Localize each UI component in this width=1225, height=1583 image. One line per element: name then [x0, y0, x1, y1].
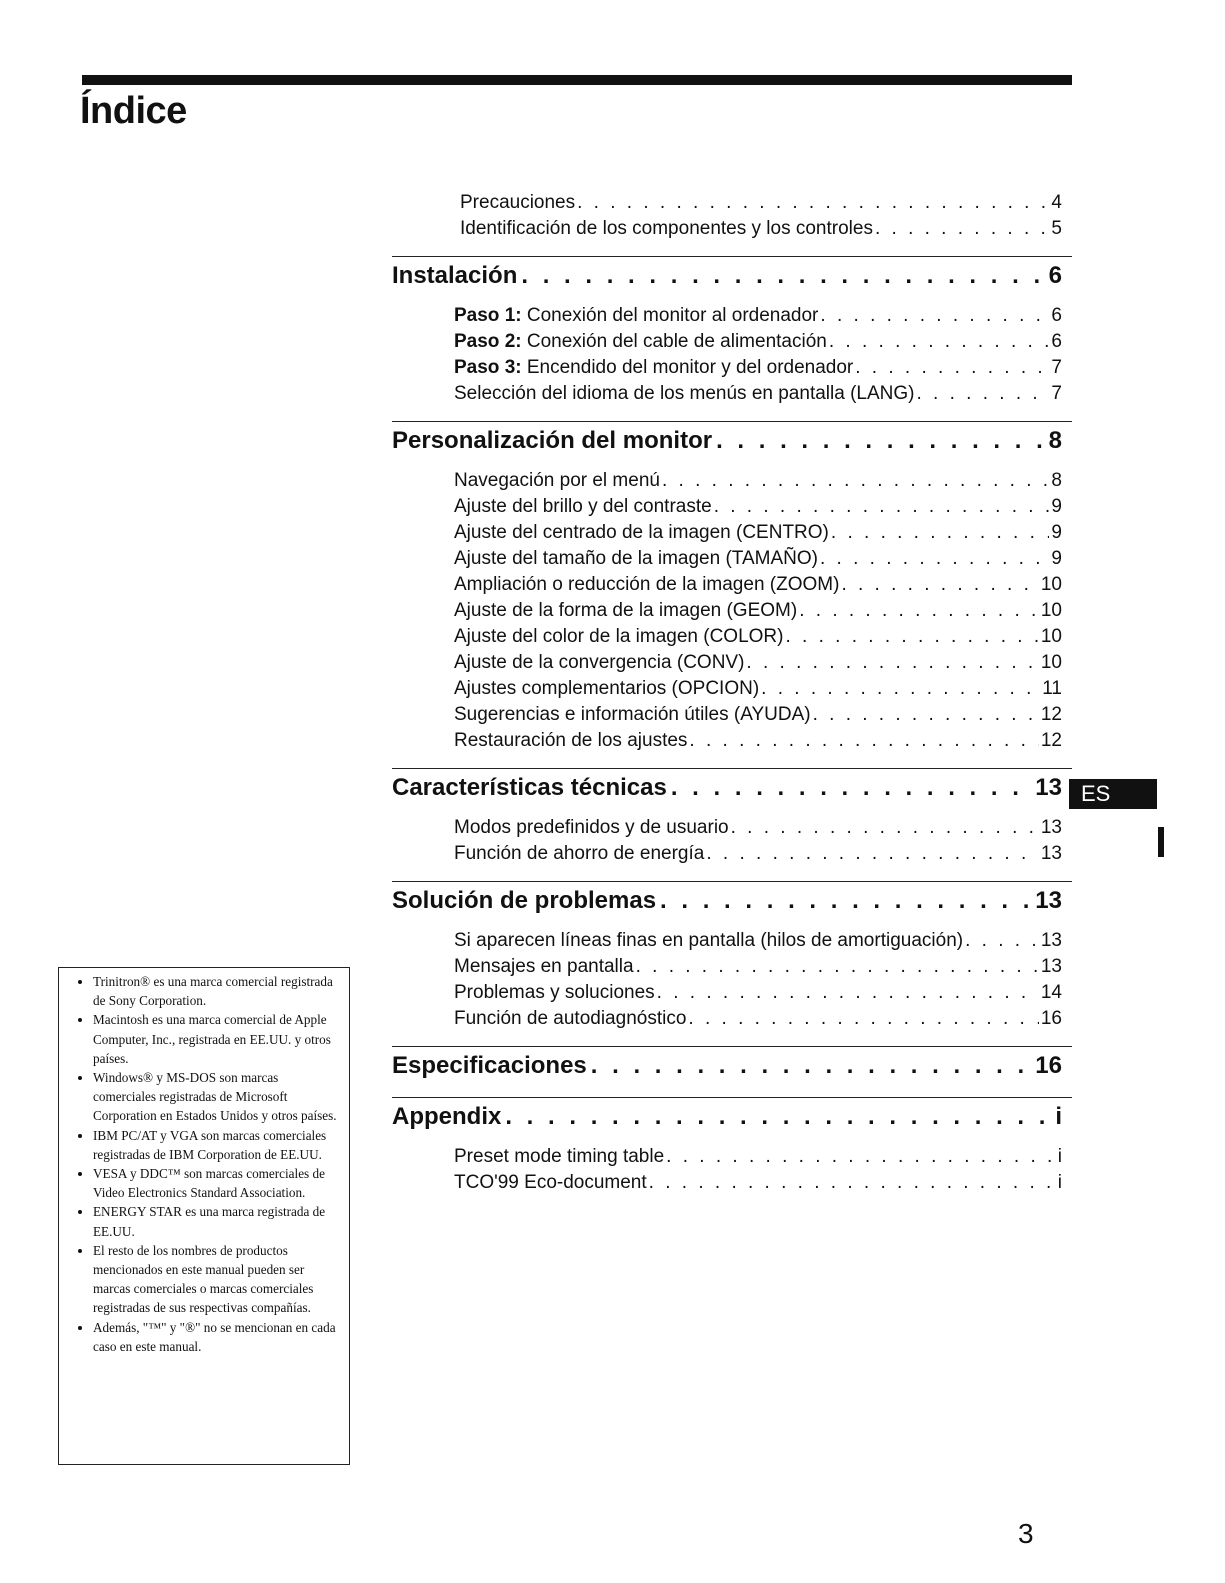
dot-leader [636, 954, 1039, 980]
toc-entry-text: Ajuste del centrado de la imagen (CENTRO) [454, 522, 829, 543]
toc-entry [454, 676, 1072, 702]
toc-entry-label [454, 1006, 686, 1032]
toc-entry-page: 10 [1040, 652, 1062, 673]
toc-entry-text: Conexión del monitor al ordenador [521, 305, 819, 326]
dot-leader [731, 815, 1039, 841]
toc-entry-text: Función de autodiagnóstico [454, 1008, 687, 1029]
toc-entry-label [454, 303, 818, 329]
dot-leader [714, 494, 1050, 520]
toc-entry-page: 10 [1040, 600, 1062, 621]
toc-entry-text: Encendido del monitor y del ordenador [521, 357, 854, 378]
table-of-contents [392, 190, 1072, 1196]
section-title: Características técnicas [392, 774, 667, 801]
toc-entry [454, 329, 1072, 355]
toc-entry-label [454, 381, 914, 407]
toc-entry-text: Ajuste del tamaño de la imagen (TAMAÑO) [454, 548, 818, 569]
page-title: Índice [80, 90, 187, 132]
toc-entry-label [454, 815, 729, 841]
section-page: 13 [1035, 774, 1062, 801]
toc-section-heading [392, 881, 1072, 918]
toc-entry-text: Preset mode timing table [454, 1146, 665, 1167]
section-page: 16 [1035, 1052, 1062, 1079]
toc-entry-label [454, 624, 783, 650]
toc-section-heading [392, 768, 1072, 805]
dot-leader [660, 884, 1031, 918]
toc-entry-page: 10 [1040, 574, 1062, 595]
dot-leader [666, 1144, 1056, 1170]
toc-entry-label [454, 1144, 664, 1170]
toc-entry-label [454, 841, 704, 867]
toc-entry-page: 4 [1051, 192, 1062, 213]
toc-entry [454, 1170, 1072, 1196]
toc-entry-page: 10 [1040, 626, 1062, 647]
toc-section [392, 421, 1072, 754]
trademark-note: • Macintosh es una marca comercial de Apple Computer, Inc., registrada en EE.UU. y otros países. [93, 1010, 341, 1068]
title-rule [82, 75, 1072, 85]
toc-entry-text: Precauciones [460, 192, 576, 213]
toc-section-items [392, 928, 1072, 1032]
toc-entry-label [454, 980, 655, 1006]
toc-entry-text: TCO'99 Eco-document [454, 1172, 647, 1193]
trademark-note: • Además, "™" y "®" no se mencionan en cada caso en este manual. [93, 1318, 341, 1356]
toc-entry-step: Paso 1: [454, 305, 522, 326]
dot-leader [521, 259, 1044, 293]
section-page: 13 [1035, 887, 1062, 914]
toc-entry-label [460, 190, 575, 216]
dot-leader [813, 702, 1039, 728]
toc-entry-label [454, 650, 744, 676]
dot-leader [820, 303, 1049, 329]
toc-entry [454, 598, 1072, 624]
language-tab: ES [1069, 779, 1157, 809]
dot-leader [706, 841, 1039, 867]
dot-leader [916, 381, 1049, 407]
toc-entry-label [454, 728, 687, 754]
toc-entry-label [454, 468, 660, 494]
dot-leader [671, 771, 1031, 805]
dot-leader [746, 650, 1038, 676]
dot-leader [785, 624, 1038, 650]
section-title: Personalización del monitor [392, 427, 713, 454]
toc-section [392, 1046, 1072, 1083]
toc-entry [454, 520, 1072, 546]
toc-entry-text: Restauración de los ajustes [454, 730, 688, 751]
dot-leader [965, 928, 1039, 954]
toc-entry [454, 1144, 1072, 1170]
toc-entry-step: Paso 2: [454, 331, 522, 352]
dot-leader [689, 728, 1038, 754]
toc-entry-page: 7 [1051, 357, 1062, 378]
section-page: 8 [1048, 427, 1062, 454]
toc-entry-page: 13 [1040, 956, 1062, 977]
toc-section-items [392, 303, 1072, 407]
dot-leader [657, 980, 1039, 1006]
toc-entry-page: 7 [1051, 383, 1062, 404]
toc-section-heading [392, 256, 1072, 293]
toc-entry-label [454, 329, 827, 355]
toc-section-heading [392, 421, 1072, 458]
toc-entry-label [454, 572, 839, 598]
toc-entry [460, 216, 1072, 242]
trademark-note: • ENERGY STAR es una marca registrada de EE.UU. [93, 1202, 341, 1240]
toc-entry-text: Identificación de los componentes y los controles [460, 218, 873, 239]
toc-entry [454, 954, 1072, 980]
dot-leader [577, 190, 1049, 216]
section-page: i [1055, 1103, 1062, 1130]
toc-entry [454, 381, 1072, 407]
dot-leader [799, 598, 1039, 624]
toc-entry [454, 815, 1072, 841]
dot-leader [841, 572, 1038, 598]
dot-leader [855, 355, 1049, 381]
toc-entry [454, 468, 1072, 494]
dot-leader [820, 546, 1049, 572]
toc-entry-page: 6 [1051, 331, 1062, 352]
toc-entry [454, 702, 1072, 728]
edge-mark [1158, 827, 1164, 857]
toc-entry-label [460, 216, 873, 242]
toc-entry [454, 355, 1072, 381]
toc-entry-page: 12 [1040, 704, 1062, 725]
toc-entry-page: i [1057, 1146, 1062, 1167]
trademark-list [71, 972, 341, 1356]
toc-entry-text: Modos predefinidos y de usuario [454, 817, 729, 838]
toc-entry-page: 14 [1040, 982, 1062, 1003]
toc-entry [454, 494, 1072, 520]
toc-section-heading [392, 1097, 1072, 1134]
toc-entry-label [454, 546, 818, 572]
toc-entry-text: Selección del idioma de los menús en pantalla (LANG) [454, 383, 915, 404]
toc-section [392, 768, 1072, 867]
toc-entry-text: Sugerencias e información útiles (AYUDA) [454, 704, 811, 725]
trademark-note: • Trinitron® es una marca comercial registrada de Sony Corporation. [93, 972, 341, 1010]
toc-entry-text: Función de ahorro de energía [454, 843, 705, 864]
dot-leader [831, 520, 1050, 546]
toc-entry-text: Si aparecen líneas finas en pantalla (hilos de amortiguación) [454, 930, 964, 951]
toc-entry-page: i [1057, 1172, 1062, 1193]
toc-entry-label [454, 494, 712, 520]
dot-leader [688, 1006, 1038, 1032]
trademark-note: • VESA y DDC™ son marcas comerciales de Video Electronics Standard Association. [93, 1164, 341, 1202]
toc-entry [454, 546, 1072, 572]
toc-entry [454, 728, 1072, 754]
toc-section-items [392, 1144, 1072, 1196]
toc-entry-page: 5 [1051, 218, 1062, 239]
toc-entry-label [454, 702, 811, 728]
toc-entry-page: 8 [1051, 470, 1062, 491]
toc-entry-label [454, 1170, 647, 1196]
toc-entry-label [454, 928, 963, 954]
section-title: Solución de problemas [392, 887, 657, 914]
toc-section [392, 1097, 1072, 1196]
toc-entry [454, 980, 1072, 1006]
toc-entry-label [454, 598, 797, 624]
dot-leader [591, 1049, 1032, 1083]
toc-entry [454, 1006, 1072, 1032]
toc-entry-page: 9 [1051, 548, 1062, 569]
section-title: Appendix [392, 1103, 502, 1130]
toc-intro-list [392, 190, 1072, 242]
toc-entry-label [454, 355, 853, 381]
toc-entry-text: Conexión del cable de alimentación [521, 331, 827, 352]
toc-entry-text: Navegación por el menú [454, 470, 660, 491]
toc-entry-text: Mensajes en pantalla [454, 956, 634, 977]
toc-sections [392, 256, 1072, 1196]
toc-entry [454, 572, 1072, 598]
dot-leader [662, 468, 1049, 494]
toc-section [392, 256, 1072, 407]
toc-entry [454, 650, 1072, 676]
toc-entry-text: Ajustes complementarios (OPCION) [454, 678, 760, 699]
section-title: Especificaciones [392, 1052, 587, 1079]
toc-entry-page: 9 [1051, 496, 1062, 517]
toc-entry [454, 303, 1072, 329]
dot-leader [875, 216, 1049, 242]
toc-section-items [392, 815, 1072, 867]
dot-leader [829, 329, 1050, 355]
toc-section-heading [392, 1046, 1072, 1083]
toc-entry [454, 928, 1072, 954]
toc-entry-label [454, 676, 759, 702]
section-title: Instalación [392, 262, 518, 289]
trademark-notes-box [58, 967, 350, 1465]
toc-entry-page: 16 [1040, 1008, 1062, 1029]
toc-section [392, 881, 1072, 1032]
dot-leader [716, 424, 1045, 458]
trademark-note: • Windows® y MS-DOS son marcas comerciales registradas de Microsoft Corporation en Estados Unidos y otros países. [93, 1068, 341, 1126]
toc-entry [460, 190, 1072, 216]
toc-entry-step: Paso 3: [454, 357, 522, 378]
toc-entry-text: Ajuste de la forma de la imagen (GEOM) [454, 600, 798, 621]
toc-entry-page: 13 [1040, 930, 1062, 951]
dot-leader [649, 1170, 1056, 1196]
toc-entry-text: Ajuste del color de la imagen (COLOR) [454, 626, 784, 647]
toc-entry-page: 9 [1051, 522, 1062, 543]
toc-entry-page: 11 [1042, 678, 1062, 699]
trademark-note: • El resto de los nombres de productos mencionados en este manual pueden ser marcas comerciales o marcas comerciales registradas de sus respectivas compañías. [93, 1241, 341, 1318]
toc-section-items [392, 468, 1072, 754]
toc-entry-label [454, 954, 634, 980]
toc-entry-text: Problemas y soluciones [454, 982, 655, 1003]
trademark-note: • IBM PC/AT y VGA son marcas comerciales registradas de IBM Corporation de EE.UU. [93, 1126, 341, 1164]
dot-leader [761, 676, 1040, 702]
toc-entry [454, 624, 1072, 650]
page-number: 3 [1018, 1518, 1034, 1549]
toc-entry-page: 13 [1040, 817, 1062, 838]
toc-entry-text: Ajuste de la convergencia (CONV) [454, 652, 745, 673]
section-page: 6 [1048, 262, 1062, 289]
dot-leader [505, 1100, 1051, 1134]
toc-entry [454, 841, 1072, 867]
toc-entry-page: 13 [1040, 843, 1062, 864]
toc-entry-page: 6 [1051, 305, 1062, 326]
toc-entry-page: 12 [1040, 730, 1062, 751]
toc-entry-text: Ajuste del brillo y del contraste [454, 496, 712, 517]
toc-entry-label [454, 520, 829, 546]
toc-entry-text: Ampliación o reducción de la imagen (ZOOM) [454, 574, 840, 595]
